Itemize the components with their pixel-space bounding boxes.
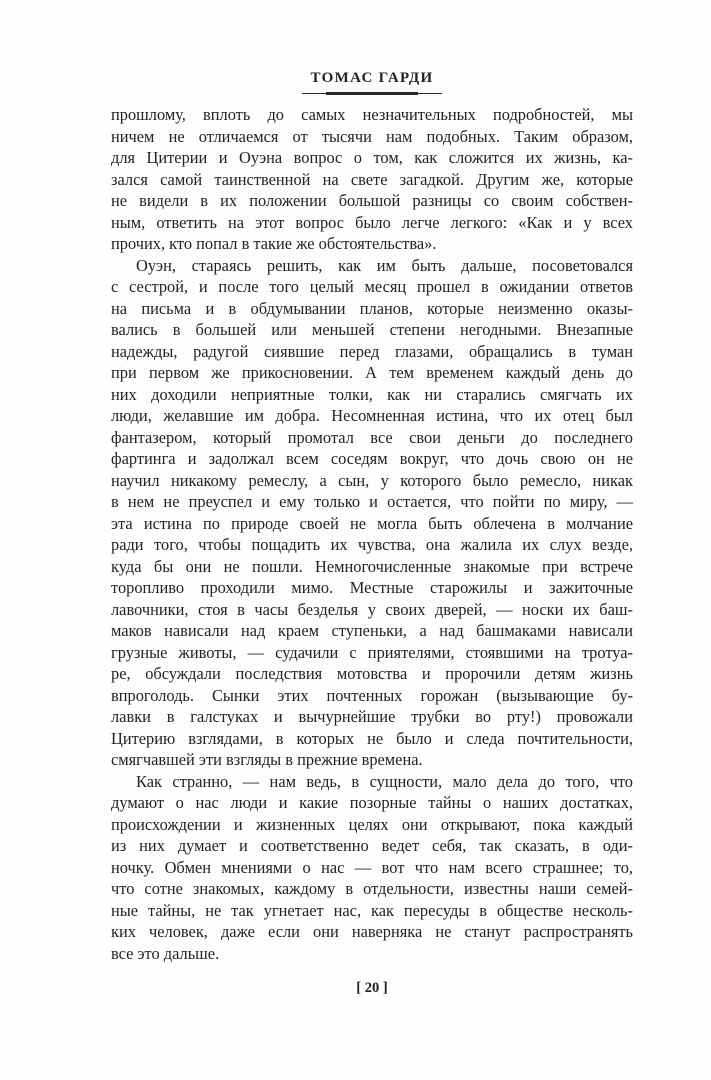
- text-line: ным, ответить на этот вопрос было легче легкого: «Как и у всех: [111, 212, 633, 232]
- text-line: торопливо проходили мимо. Местные старожилы и зажиточные: [111, 578, 633, 597]
- text-line: надежды, радугой сиявшие перед глазами, обращались в туман: [111, 341, 633, 361]
- paragraph: [111, 255, 633, 771]
- text-line: смягчавшей эти взгляды в прежние времена.: [111, 750, 423, 769]
- text-line: вались в большей или меньшей степени негодными. Внезапные: [111, 320, 633, 339]
- text-line: думают о нас люди и какие позорные тайны о наших достатках,: [111, 793, 633, 812]
- text-line: маков нависали над краем ступеньки, а над башмаками нависали: [111, 621, 633, 640]
- text-line: не видели в их положении большой разницы со своим собствен-: [111, 191, 633, 210]
- text-line: ради того, чтобы пощадить их чувства, она жалила их слух везде,: [111, 535, 633, 554]
- text-line: фартинга и задолжал всем соседям вокруг, что дочь свою он не: [111, 449, 633, 468]
- text-line: лавочники, стоя в часы безделья у своих дверей, — носки их баш-: [111, 599, 633, 619]
- author-running-head: ТОМАС ГАРДИ: [310, 70, 434, 86]
- header-ornament-rule: [302, 92, 442, 95]
- text-block: [111, 104, 633, 964]
- page-number: [ 20 ]: [356, 980, 388, 996]
- paragraph: [111, 104, 633, 255]
- text-line: научил никакому ремеслу, а сын, у которого было ремесло, никак: [111, 470, 633, 490]
- text-line: Оуэн, стараясь решить, как им быть дальше, посоветовался: [136, 255, 633, 275]
- text-line: грузные животы, — судачили с приятелями, стоявшими на тротуа-: [111, 642, 633, 662]
- text-line: в нем не преуспел и ему только и остается, что пойти по миру, —: [111, 492, 633, 511]
- running-head: [111, 70, 633, 95]
- page-footer: [111, 979, 633, 997]
- text-line: на письма и в обдумывании планов, которые неизменно оказы-: [111, 298, 633, 318]
- text-line: них доходили неприятные толки, как ни старались смягчать их: [111, 384, 633, 404]
- text-line: впроголодь. Сынки этих почтенных горожан (вызывающие бу-: [111, 685, 633, 705]
- text-line: эта истина по природе своей не могла быть облечена в молчание: [111, 513, 633, 533]
- paragraph: [111, 771, 633, 965]
- text-line: люди, желавшие им добра. Несомненная истина, что их отец был: [111, 406, 633, 425]
- text-line: Как странно, — нам ведь, в сущности, мало дела до того, что: [136, 771, 633, 791]
- text-line: из них думает и соответственно ведет себя, так сказать, в оди-: [111, 836, 633, 855]
- text-line: фантазером, который промотал все свои деньги до последнего: [111, 427, 633, 447]
- ornament-thick-line: [326, 92, 418, 95]
- text-line: ночку. Обмен мнениями о нас — вот что нам всего страшнее; то,: [111, 857, 633, 877]
- text-line: прочих, кто попал в такие же обстоятельства».: [111, 234, 437, 253]
- text-line: что сотне знакомых, каждому в отдельности, известны наши семей-: [111, 879, 633, 898]
- text-line: с сестрой, и после того целый месяц прошел в ожидании ответов: [111, 277, 633, 296]
- text-line: лавки в галстуках и вычурнейшие трубки во рту!) провожали: [111, 707, 633, 726]
- text-line: ре, обсуждали последствия мотовства и пророчили детям жизнь: [111, 664, 633, 683]
- text-line: ные тайны, не так угнетает нас, как пересуды в обществе несколь-: [111, 900, 633, 920]
- text-line: происхождении и жизненных целях они открывают, пока каждый: [111, 814, 633, 834]
- text-line: для Цитерии и Оуэна вопрос о том, как сложится их жизнь, ка-: [111, 148, 633, 167]
- text-line: прошлому, вплоть до самых незначительных подробностей, мы: [111, 105, 633, 124]
- text-line: зался самой таинственной на свете загадкой. Другим же, которые: [111, 169, 633, 189]
- text-line: куда бы они не пошли. Немногочисленные знакомые при встрече: [111, 556, 633, 576]
- text-line: при первом же прикосновении. А тем временем каждый день до: [111, 363, 633, 382]
- text-line: все это дальше.: [111, 943, 220, 963]
- text-line: Цитерию взглядами, в которых не было и следа почтительности,: [111, 728, 633, 748]
- text-line: ничем не отличаемся от тысячи нам подобных. Таким образом,: [111, 126, 633, 146]
- text-line: ких человек, даже если они наверняка не станут распространять: [111, 922, 633, 941]
